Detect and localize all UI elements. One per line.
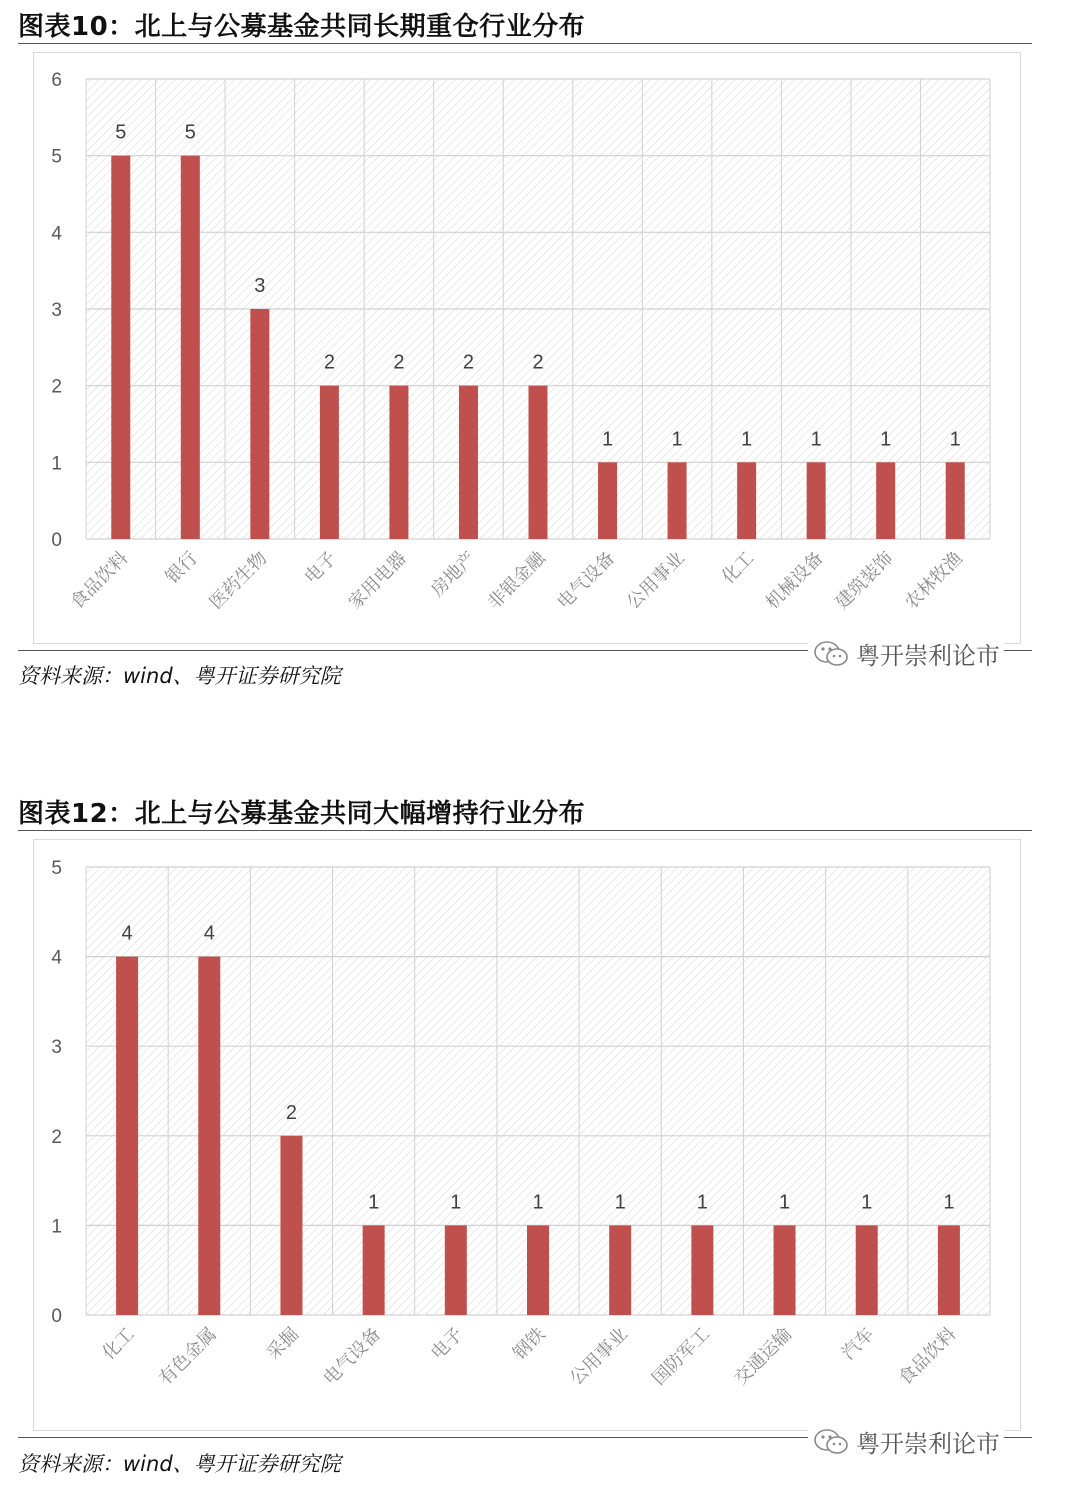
y-tick-label: 6: [51, 70, 62, 91]
category-label: 食品饮料: [66, 547, 133, 614]
category-label: 电子: [427, 1323, 468, 1364]
data-label: 1: [949, 428, 961, 451]
category-label: 机械设备: [761, 547, 828, 614]
bar-汽车: [856, 1225, 878, 1315]
data-label: 1: [696, 1191, 708, 1214]
wechat-icon: [812, 1427, 850, 1457]
y-tick-label: 2: [51, 1126, 62, 1148]
source-note-1: 资料来源：wind、粤开证券研究院: [18, 664, 341, 688]
data-label: 1: [532, 1191, 544, 1214]
category-label: 银行: [161, 547, 202, 588]
category-label: 房地产: [426, 547, 480, 601]
data-label: 4: [121, 922, 133, 945]
data-label: 2: [285, 1101, 298, 1124]
category-label: 家用电器: [344, 547, 411, 614]
data-label: 4: [203, 922, 215, 945]
data-label: 1: [450, 1191, 462, 1214]
bar-食品饮料: [938, 1225, 960, 1315]
data-label: 1: [601, 428, 614, 451]
y-tick-label: 4: [51, 947, 62, 969]
category-label: 建筑装饰: [831, 547, 898, 614]
category-label: 电子: [300, 547, 341, 588]
y-tick-label: 3: [51, 1037, 62, 1059]
category-label: 国防军工: [648, 1323, 714, 1390]
y-tick-label: 2: [51, 376, 62, 398]
y-tick-label: 4: [51, 223, 62, 245]
bar-电气设备: [363, 1225, 385, 1315]
data-label: 1: [880, 428, 892, 451]
data-label: 1: [614, 1191, 626, 1214]
data-label: 1: [778, 1191, 791, 1214]
category-label: 采掘: [262, 1323, 303, 1364]
category-label: 交通运输: [730, 1323, 797, 1390]
y-tick-label: 0: [51, 1306, 62, 1327]
data-label: 1: [671, 428, 683, 451]
category-label: 农林牧渔: [901, 547, 967, 614]
bar-电子: [445, 1225, 467, 1315]
data-label: 1: [943, 1191, 955, 1214]
category-label: 汽车: [837, 1323, 879, 1364]
category-label: 化工: [98, 1323, 139, 1364]
category-label: 非银金融: [483, 547, 550, 614]
y-tick-label: 5: [51, 858, 62, 879]
category-label: 公用事业: [565, 1323, 632, 1390]
data-label: 2: [462, 351, 475, 374]
category-label: 化工: [717, 547, 759, 588]
bar-有色金属: [198, 957, 220, 1315]
category-label: 电气设备: [553, 547, 620, 614]
y-tick-label: 1: [51, 1216, 62, 1238]
bar-国防军工: [691, 1225, 713, 1315]
y-tick-label: 0: [51, 530, 62, 551]
watermark-2: [808, 1424, 1004, 1459]
bar-钢铁: [527, 1225, 549, 1315]
category-label: 钢铁: [509, 1323, 550, 1364]
data-label: 1: [741, 428, 753, 451]
data-label: 2: [532, 351, 544, 374]
data-label: 5: [184, 121, 196, 144]
bar-化工: [116, 957, 138, 1315]
category-label: 医药生物: [205, 547, 272, 614]
category-label: 食品饮料: [894, 1323, 961, 1390]
data-label: 1: [861, 1191, 873, 1214]
data-label: 3: [254, 275, 266, 297]
watermark-text-1: 粤开崇利论市: [856, 642, 1000, 670]
category-label: 电气设备: [319, 1323, 386, 1390]
data-label: 2: [323, 351, 335, 374]
data-label: 1: [368, 1191, 380, 1214]
y-tick-label: 3: [51, 300, 62, 321]
figure-title-2: 图表12：北上与公募基金共同大幅增持行业分布: [18, 799, 586, 829]
bar-公用事业: [609, 1225, 631, 1315]
y-tick-label: 5: [51, 146, 62, 168]
data-label: 5: [115, 121, 127, 144]
source-note-2: 资料来源：wind、粤开证券研究院: [18, 1452, 341, 1476]
category-label: 公用事业: [622, 547, 689, 614]
bar-交通运输: [774, 1225, 796, 1315]
y-tick-label: 1: [51, 453, 62, 475]
data-label: 1: [810, 428, 822, 451]
figure-title-1: 图表10：北上与公募基金共同长期重仓行业分布: [18, 12, 586, 42]
bar-采掘: [280, 1136, 302, 1315]
category-label: 有色金属: [155, 1323, 221, 1390]
data-label: 2: [393, 351, 405, 374]
watermark-text-2: 粤开崇利论市: [856, 1430, 1000, 1458]
